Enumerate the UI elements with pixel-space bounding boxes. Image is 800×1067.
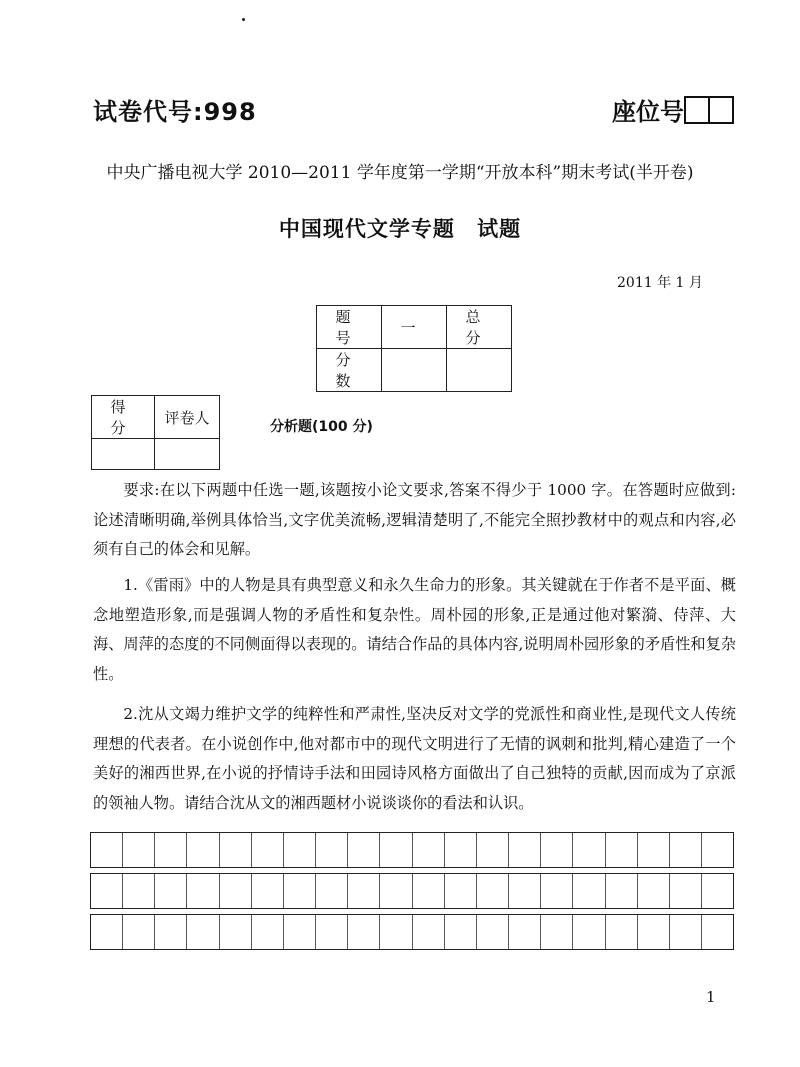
grid-cell	[606, 915, 638, 949]
grid-cell	[155, 833, 187, 867]
grid-cell	[284, 833, 316, 867]
grid-cell	[123, 833, 155, 867]
grid-cell	[91, 833, 123, 867]
section-title: 分析题(100 分)	[270, 419, 373, 435]
ink-dot	[242, 18, 245, 21]
table-cell: 题 号	[317, 306, 382, 349]
table-cell: 分 数	[317, 349, 382, 392]
grid-cell	[155, 915, 187, 949]
grader-cell[interactable]	[155, 439, 220, 470]
grid-cell	[638, 915, 670, 949]
grid-cell	[509, 915, 541, 949]
grid-cell	[477, 833, 509, 867]
seat-box[interactable]	[684, 96, 710, 124]
table-row	[317, 349, 512, 392]
grid-cell	[445, 874, 477, 908]
grid-cell	[187, 915, 219, 949]
grid-cell	[702, 833, 733, 867]
exam-date: 2011 年 1 月	[617, 275, 703, 291]
grid-cell	[509, 833, 541, 867]
grid-cell	[252, 915, 284, 949]
seat-box[interactable]	[710, 96, 734, 124]
table-row	[317, 306, 512, 349]
answer-grid-row[interactable]	[90, 832, 734, 868]
table-row	[92, 439, 220, 470]
grid-cell	[638, 874, 670, 908]
table-cell: 得 分	[92, 396, 155, 439]
grid-cell	[670, 874, 702, 908]
grid-cell	[220, 874, 252, 908]
table-cell: 一	[382, 306, 447, 349]
grid-cell	[123, 915, 155, 949]
grid-cell	[380, 915, 412, 949]
grid-cell	[187, 833, 219, 867]
grid-cell	[348, 833, 380, 867]
answer-grid-row[interactable]	[90, 914, 734, 950]
grid-cell	[284, 874, 316, 908]
seat-label: 座位号	[612, 98, 684, 126]
grid-cell	[155, 874, 187, 908]
instructions: 要求:在以下两题中任选一题,该题按小论文要求,答案不得少于 1000 字。在答题时应做到:论述清晰明确,举例具体恰当,文字优美流畅,逻辑清楚明了,不能完全照抄教材中的观点和内容,必须有自己的体会和见解。	[93, 481, 736, 558]
grid-cell	[606, 874, 638, 908]
grid-cell	[252, 833, 284, 867]
grid-cell	[187, 874, 219, 908]
table-row	[92, 396, 220, 439]
grid-cell	[316, 833, 348, 867]
grid-cell	[509, 874, 541, 908]
grid-cell	[413, 915, 445, 949]
page-number: 1	[706, 988, 716, 1006]
grid-cell	[445, 833, 477, 867]
grid-cell	[413, 833, 445, 867]
grader-table	[91, 395, 220, 470]
grid-cell	[702, 874, 733, 908]
grid-cell	[284, 915, 316, 949]
grid-cell	[91, 874, 123, 908]
seat-number	[612, 92, 734, 127]
grid-cell	[573, 833, 605, 867]
grid-cell	[348, 915, 380, 949]
grid-cell	[252, 874, 284, 908]
table-cell: 总 分	[447, 306, 512, 349]
grid-cell	[606, 833, 638, 867]
grid-cell	[91, 915, 123, 949]
grid-cell	[413, 874, 445, 908]
grid-cell	[702, 915, 733, 949]
exam-code: 试卷代号:998	[93, 98, 257, 126]
grid-cell	[380, 874, 412, 908]
grid-cell	[348, 874, 380, 908]
grid-cell	[477, 915, 509, 949]
grid-cell	[123, 874, 155, 908]
grid-cell	[477, 874, 509, 908]
grid-cell	[380, 833, 412, 867]
grid-cell	[220, 833, 252, 867]
grid-cell	[573, 915, 605, 949]
grid-cell	[220, 915, 252, 949]
score-cell[interactable]	[92, 439, 155, 470]
total-cell[interactable]	[447, 349, 512, 392]
grid-cell	[541, 915, 573, 949]
page-title: 中国现代文学专题 试题	[278, 217, 522, 241]
grid-cell	[445, 915, 477, 949]
grid-cell	[573, 874, 605, 908]
grid-cell	[638, 833, 670, 867]
grid-cell	[316, 915, 348, 949]
question-2: 2.沈从文竭力维护文学的纯粹性和严肃性,坚决反对文学的党派性和商业性,是现代文人传统理想的代表者。在小说创作中,他对都市中的现代文明进行了无情的讽刺和批判,精心建造了一个美好的湘西世界,在小说的抒情诗手法和田园诗风格方面做出了自己独特的贡献,因而成为了京派的领袖人物。请结合沈从文的湘西题材小说谈谈你的看法和认识。	[93, 705, 736, 812]
answer-grid-row[interactable]	[90, 873, 734, 909]
score-table	[316, 305, 512, 392]
grid-cell	[316, 874, 348, 908]
grid-cell	[541, 874, 573, 908]
table-cell: 评卷人	[155, 396, 220, 439]
school-line: 中央广播电视大学 2010—2011 学年度第一学期“开放本科”期末考试(半开卷)	[106, 163, 694, 183]
grid-cell	[670, 833, 702, 867]
score-cell[interactable]	[382, 349, 447, 392]
grid-cell	[670, 915, 702, 949]
question-1: 1.《雷雨》中的人物是具有典型意义和永久生命力的形象。其关键就在于作者不是平面、概念地塑造形象,而是强调人物的矛盾性和复杂性。周朴园的形象,正是通过他对繁漪、侍萍、大海、周萍的态度的不同侧面得以表现的。请结合作品的具体内容,说明周朴园形象的矛盾性和复杂性。	[93, 576, 736, 683]
grid-cell	[541, 833, 573, 867]
